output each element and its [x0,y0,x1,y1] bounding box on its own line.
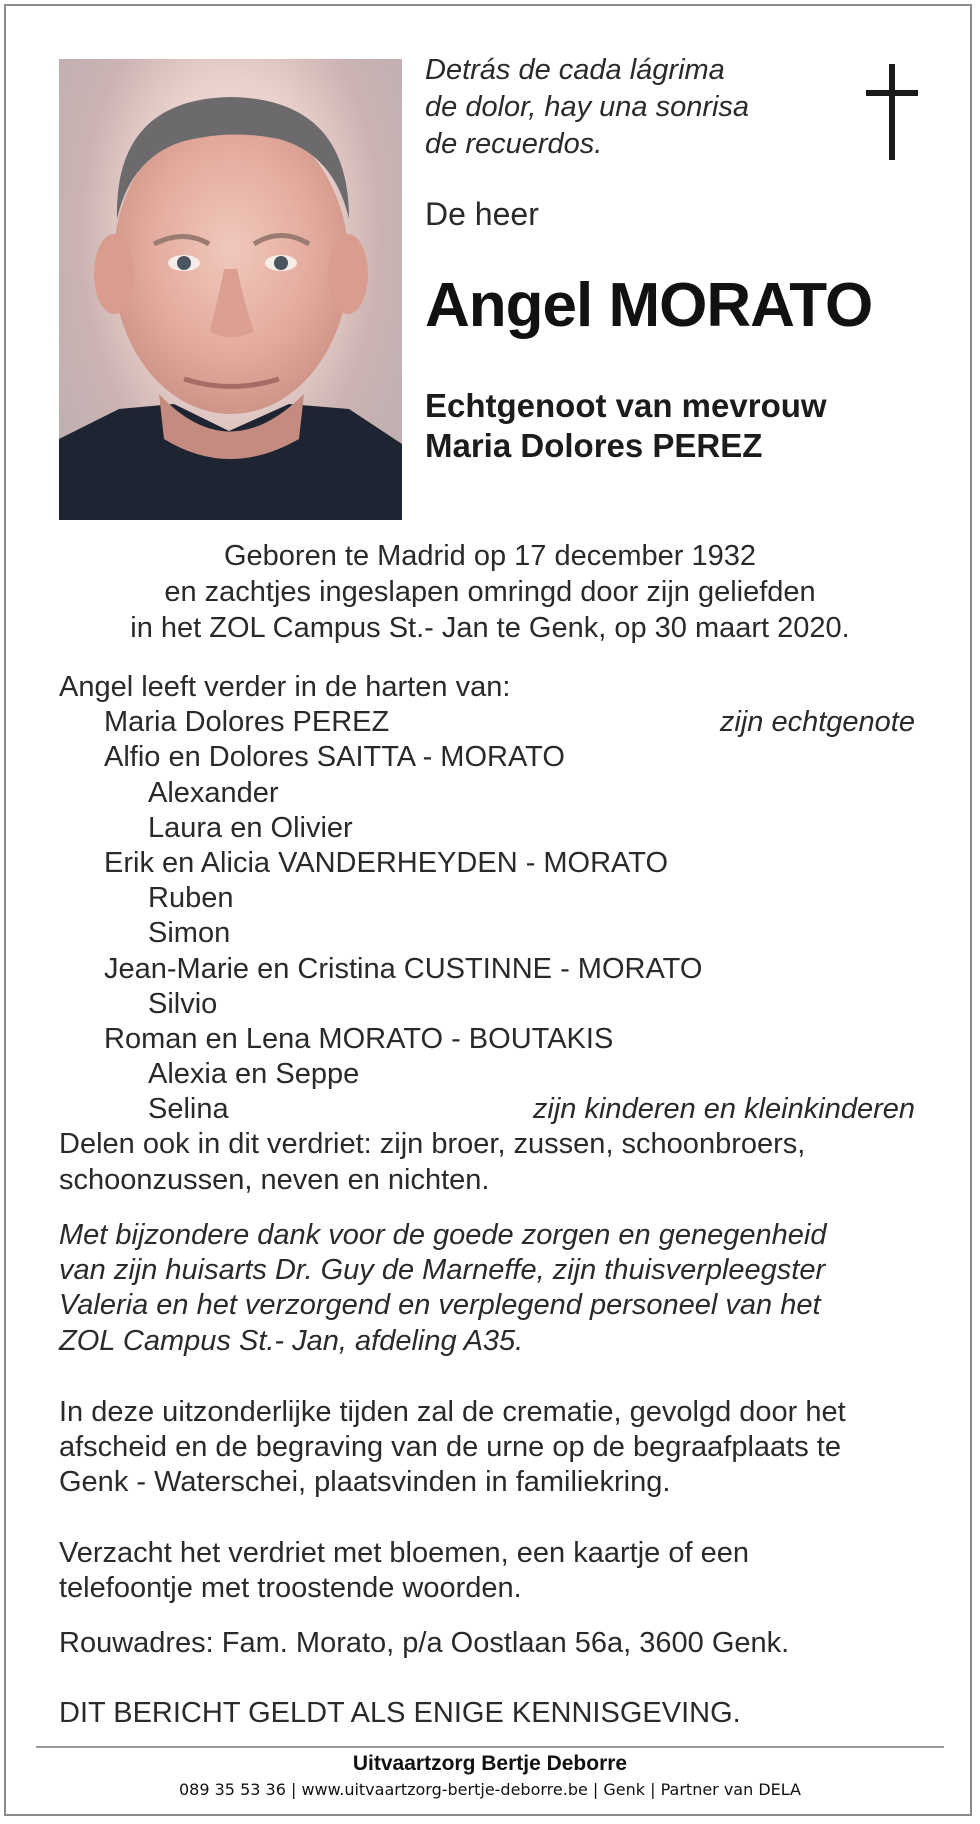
list-item [59,1022,915,1057]
list-item [59,811,915,846]
list-item [59,916,915,951]
relation-label: zijn echtgenote [719,706,915,739]
notice-line: DIT BERICHT GELDT ALS ENIGE KENNISGEVING. [59,1697,741,1729]
ceremony-line: afscheid en de begraving van de urne op de begraafplaats te [59,1431,841,1464]
deceased-name: Angel MORATO [425,271,873,340]
list-item [59,987,915,1022]
thanks-paragraph [59,1218,939,1359]
spouse-mention [425,386,827,466]
survivor-name: Alfio en Dolores SAITTA - MORATO [104,741,565,774]
survivor-name: Laura en Olivier [148,811,353,844]
footer-divider [36,1746,944,1748]
birth-line: en zachtjes ingeslapen omringd door zijn geliefden [164,576,816,608]
quote [425,52,785,163]
survivor-name: Simon [148,917,231,950]
extended-family-line: Delen ook in dit verdriet: zijn broer, zussen, schoonbroers, [59,1128,806,1161]
birth-line: Geboren te Madrid op 17 december 1932 [223,540,756,572]
condolence-line: telefoontje met troostende woorden. [59,1572,522,1605]
survivor-name: Maria Dolores PEREZ [104,706,390,739]
quote-line: de recuerdos. [425,128,603,160]
list-item [59,740,915,775]
thanks-line: ZOL Campus St.- Jan, afdeling A35. [59,1324,524,1357]
list-item [59,952,915,987]
birth-death-details [40,538,940,646]
spouse-line: Maria Dolores PEREZ [425,427,763,464]
mourning-address [59,1626,939,1661]
ceremony-paragraph [59,1395,939,1501]
survivor-name: Selina [148,1093,229,1126]
list-item [59,881,915,916]
ceremony-line: Genk - Waterschei, plaatsvinden in familiekring. [59,1466,671,1499]
address-line: Rouwadres: Fam. Morato, p/a Oostlaan 56a, 3600 Genk. [59,1627,790,1659]
survivor-name: Alexia en Seppe [148,1058,360,1091]
survivor-name: Erik en Alicia VANDERHEYDEN - MORATO [104,846,668,879]
survivor-name: Jean-Marie en Cristina CUSTINNE - MORATO [104,952,703,985]
list-item [59,776,915,811]
quote-line: de dolor, hay una sonrisa [425,91,750,123]
extended-family-line: schoonzussen, neven en nichten. [59,1163,490,1196]
list-item [59,1092,915,1127]
quote-line: Detrás de cada lágrima [425,54,725,86]
survivors-intro: Angel leeft verder in de harten van: [59,671,511,703]
funeral-home-contact: 089 35 53 36 | www.uitvaartzorg-bertje-deborre.be | Genk | Partner van DELA [179,1780,801,1799]
survivor-name: Alexander [148,776,279,809]
spouse-line: Echtgenoot van mevrouw [425,387,827,424]
thanks-line: Met bijzondere dank voor de goede zorgen en genegenheid [59,1219,827,1251]
list-item [59,1057,915,1092]
survivor-name: Roman en Lena MORATO - BOUTAKIS [104,1022,614,1055]
list-item [59,846,915,881]
ceremony-line: In deze uitzonderlijke tijden zal de crematie, gevolgd door het [59,1396,846,1428]
portrait-photo [59,59,402,520]
honorific: De heer [425,196,539,232]
condolence-paragraph [59,1536,939,1606]
relation-label: zijn kinderen en kleinkinderen [532,1093,915,1126]
survivors-list [59,670,915,1198]
birth-line: in het ZOL Campus St.- Jan te Genk, op 30 maart 2020. [130,612,850,644]
thanks-line: Valeria en het verzorgend en verplegend personeel van het [59,1289,821,1322]
survivor-name: Silvio [148,987,218,1020]
list-item [59,705,915,740]
condolence-line: Verzacht het verdriet met bloemen, een kaartje of een [59,1537,749,1569]
funeral-home-name: Uitvaartzorg Bertje Deborre [352,1752,628,1775]
survivor-name: Ruben [148,882,234,915]
thanks-line: van zijn huisarts Dr. Guy de Marneffe, zijn thuisverpleegster [59,1254,826,1287]
latin-cross-icon [862,60,922,160]
notice [59,1696,939,1731]
